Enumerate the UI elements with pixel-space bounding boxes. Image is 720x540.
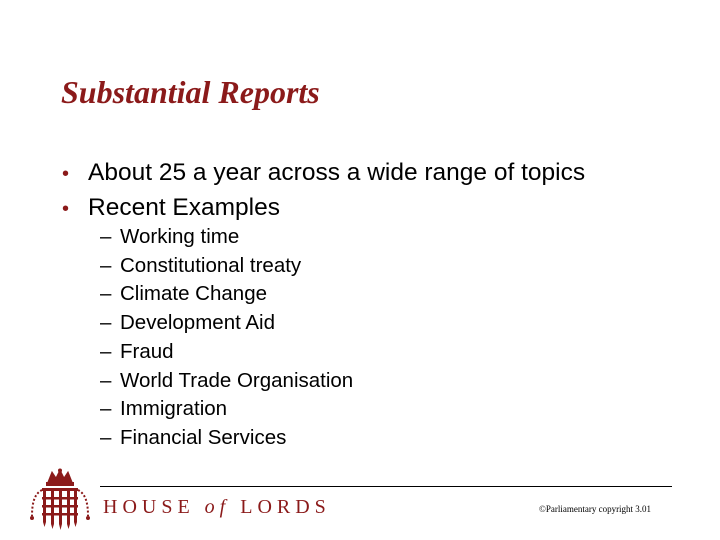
dash-icon: – [100,368,112,392]
sub-bullet-item [100,309,353,338]
org-name-part: HOUSE [103,496,195,518]
portcullis-icon [26,468,94,532]
org-name-part: of [204,496,231,518]
dash-icon: – [100,225,112,248]
sub-bullet-text: Constitutional treaty [120,253,302,277]
sub-bullet-item [100,252,353,281]
bullet-dot-icon: • [62,163,70,185]
sub-bullet-text: Climate Change [120,282,267,306]
sub-bullet-item [100,367,353,396]
dash-icon: – [100,282,112,306]
bullet-list [62,156,585,226]
copyright-notice: ©Parliamentary copyright 3.01 [539,504,652,514]
bullet-text: Recent Examples [88,194,281,221]
dash-icon: – [100,397,112,421]
sub-bullet-item [100,338,353,367]
sub-bullet-item [100,395,353,424]
footer-divider [100,486,672,487]
dash-icon: – [100,425,112,449]
sub-bullet-text: Working time [120,225,240,248]
sub-bullet-text: Development Aid [120,311,275,335]
sub-bullet-list [100,223,353,453]
bullet-text: About 25 a year across a wide range of topics [88,159,586,186]
bullet-item [62,156,585,191]
slide-title: Substantial Reports [61,74,320,110]
org-name-part: LORDS [240,496,331,518]
sub-bullet-text: World Trade Organisation [120,368,354,392]
dash-icon: – [100,311,112,335]
sub-bullet-text: Financial Services [120,425,287,449]
sub-bullet-text: Fraud [120,339,174,363]
sub-bullet-item [100,223,353,252]
sub-bullet-item [100,424,353,453]
sub-bullet-item [100,280,353,309]
bullet-dot-icon: • [62,198,70,220]
dash-icon: – [100,253,112,277]
dash-icon: – [100,339,112,363]
bullet-item [62,191,585,226]
organization-name [103,496,331,519]
sub-bullet-text: Immigration [120,397,228,421]
